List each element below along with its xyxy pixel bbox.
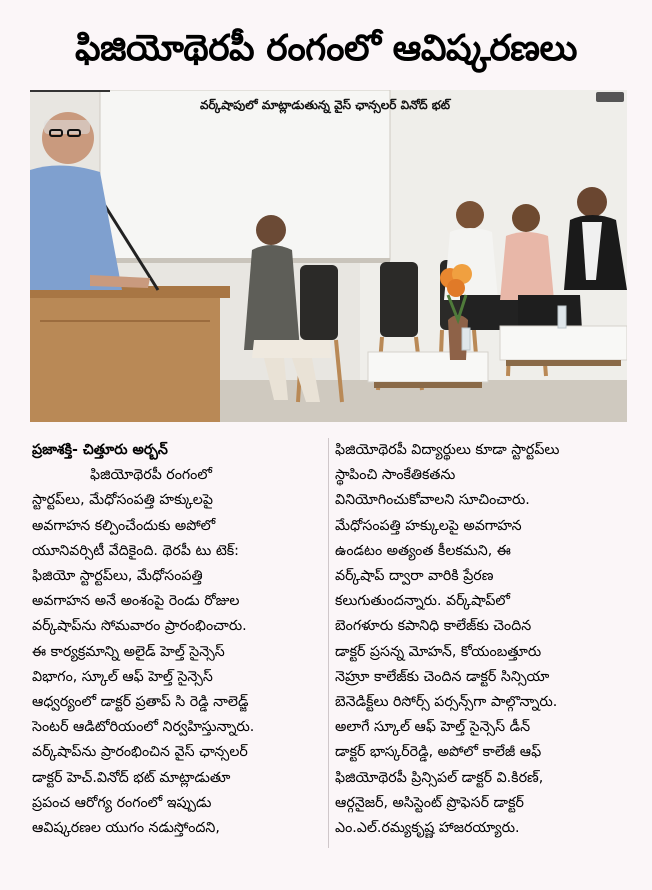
paragraph-line: బెంగళూరు కపానిధి కాలేజ్‌కు చెందిన bbox=[335, 618, 532, 635]
paragraph-line: మేధోసంపత్తి హక్కులపై అవగాహన bbox=[335, 517, 522, 534]
paragraph-line: వర్క్‌షాప్‌ను సోమవారం ప్రారంభించారు. bbox=[32, 618, 247, 635]
paragraph-line: స్టార్టప్‌లు, మేధోసంపత్తి హక్కులపై bbox=[32, 492, 213, 509]
paragraph-line: స్థాపించి సాంకేతికతను bbox=[335, 467, 456, 484]
paragraph-line: డాక్టర్ హెచ్.వినోద్ భట్ మాట్లాడుతూ bbox=[32, 769, 231, 786]
paragraph-line: బెనెడిక్ట్‌లు రిసోర్స్ పర్సన్స్‌గా పాల్గొన్నారు. bbox=[335, 694, 558, 711]
paragraph-line: ఫిజియోథెరపీ విద్యార్థులు కూడా స్టార్టప్‌లు bbox=[335, 442, 560, 458]
paragraph-line: ఆధ్వర్యంలో డాక్టర్ ప్రతాప్ సి రెడ్డి నాలెడ్జ్ bbox=[32, 694, 249, 711]
paragraph-line: అలాగే స్కూల్ ఆఫ్ హెల్త్ సైన్సెస్ డీన్ bbox=[335, 719, 531, 736]
paragraph-line: డాక్టర్ ప్రసన్న మోహన్, కోయంబత్తూరు bbox=[335, 643, 542, 660]
paragraph-line: నెహ్రూ కాలేజ్‌కు చెందిన డాక్టర్ సిన్సియా bbox=[335, 668, 550, 685]
paragraph-line: విభాగం, స్కూల్ ఆఫ్ హెల్త్ సైన్సెస్ bbox=[32, 668, 213, 685]
paragraph-line: ఫిజియో స్టార్టప్‌లు, మేధోసంపత్తి bbox=[32, 568, 203, 585]
paragraph-line: ఫిజియోథెరపీ ప్రిన్సిపల్ డాక్టర్ వి.కిరణ్, bbox=[335, 769, 544, 786]
paragraph-line: ఉండటం అత్యంత కీలకమని, ఈ bbox=[335, 542, 511, 559]
event-photo bbox=[30, 90, 627, 422]
paragraph-line: ఈ కార్యక్రమాన్ని అలైడ్ హెల్త్ సైన్సెస్ bbox=[32, 643, 225, 660]
dateline: ప్రజాశక్తి- చిత్తూరు అర్బన్ bbox=[32, 442, 168, 458]
paragraph-line: అవగాహన అనే అంశంపై రెండు రోజుల bbox=[32, 593, 240, 610]
paragraph-line: సెంటర్ ఆడిటోరియంలో నిర్వహిస్తున్నారు. bbox=[32, 719, 255, 736]
paragraph-line: ఫిజియోథెరపీ రంగంలో bbox=[90, 467, 212, 484]
paragraph-line: అవగాహన కల్పించేందుకు అపోలో bbox=[32, 517, 216, 534]
column-divider bbox=[328, 438, 329, 848]
paragraph-line: యూనివర్సిటీ వేదికైంది. థెరపీ టు టెక్: bbox=[32, 542, 239, 559]
article-left-column bbox=[32, 438, 322, 841]
article-right-column bbox=[335, 438, 625, 841]
paragraph-line: వినియోగించుకోవాలని సూచించారు. bbox=[335, 492, 530, 509]
headline: ఫిజియోథెరపీ రంగంలో ఆవిష్కరణలు bbox=[75, 28, 577, 69]
paragraph-line: ఎం.ఎల్.రమ్యకృష్ణ హాజరయ్యారు. bbox=[335, 820, 520, 837]
photo-illustration bbox=[30, 90, 627, 422]
paragraph-line: కలుగుతుందన్నారు. వర్క్‌షాప్‌లో bbox=[335, 593, 511, 610]
paragraph-line: ఆర్గనైజర్, అసిస్టెంట్ ప్రొఫెసర్ డాక్టర్ bbox=[335, 794, 524, 811]
paragraph-line: వర్క్‌షాప్‌ను ప్రారంభించిన వైస్ ఛాన్సలర్ bbox=[32, 744, 248, 761]
paragraph-line: వర్క్‌షాప్ ద్వారా వారికి ప్రేరణ bbox=[335, 568, 494, 585]
photo-caption: వర్క్‌షాపులో మాట్లాడుతున్న వైస్ ఛాన్సలర్ వినోద్ భట్ bbox=[199, 98, 451, 112]
paragraph-line: డాక్టర్ భాస్కర్‌రెడ్డి, అపోలో కాలేజీ ఆఫ్ bbox=[335, 744, 542, 761]
paragraph-line: ఆవిష్కరణల యుగం నడుస్తోందని, bbox=[32, 820, 220, 837]
paragraph-line: ప్రపంచ ఆరోగ్య రంగంలో ఇప్పుడు bbox=[32, 794, 212, 811]
